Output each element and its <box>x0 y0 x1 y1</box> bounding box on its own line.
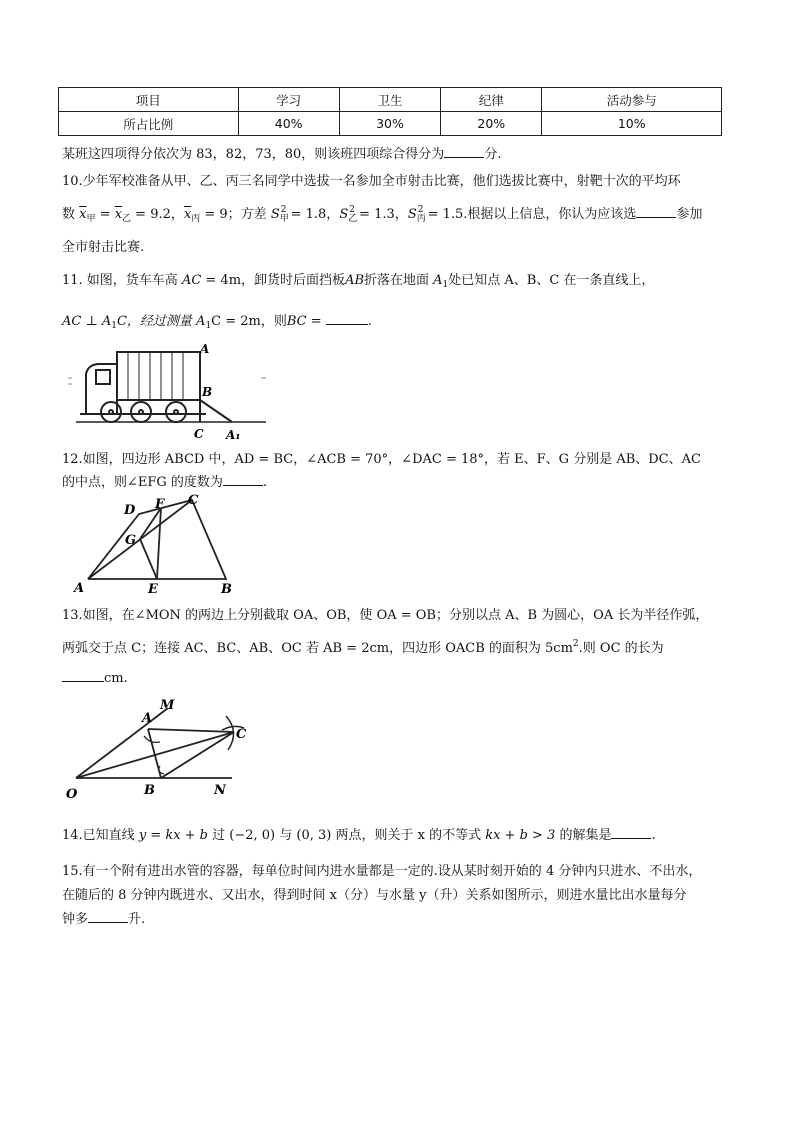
score-weight-table <box>58 87 722 136</box>
truck-figure <box>66 338 272 444</box>
figure-label: M <box>160 698 175 713</box>
figure-label: E <box>148 582 158 597</box>
table-header-cell: 活动参与 <box>542 88 722 112</box>
table-header-cell: 卫生 <box>339 88 440 112</box>
q12-line2: 的中点，则∠EFG 的度数为 . <box>62 475 268 490</box>
table-header-cell: 学习 <box>238 88 339 112</box>
table-cell: 40% <box>238 112 339 136</box>
figure-label: B <box>202 385 213 399</box>
q9-text: 某班这四项得分依次为 83，82，73，80，则该班四项综合得分为 分. <box>62 147 502 162</box>
q15-line3: 钟多 升. <box>62 912 146 927</box>
figure-label: A₁ <box>226 428 241 442</box>
table-cell: 30% <box>339 112 440 136</box>
q15-line1: 15.有一个附有进出水管的容器，每单位时间内进水量都是一定的.设从某时刻开始的 4 分钟内只进水、不出水， <box>62 864 702 879</box>
q15-line2: 在随后的 8 分钟内既进水、又出水，得到时间 x（分）与水量 y（升）关系如图所示，则进水量比出水量每分 <box>62 888 687 903</box>
q12-line1: 12.如图，四边形 ABCD 中，AD = BC，∠ACB = 70°，∠DAC = 18°，若 E、F、G 分别是 AB、DC、AC <box>62 452 701 467</box>
q11-line1: 11. 如图，货车车高 AC = 4m，卸货时后面挡板AB折落在地面 $A_1$处已知点 A、B、C 在一条直线上， <box>62 273 655 290</box>
table-header-cell: 项目 <box>59 88 239 112</box>
q13-line1: 13.如图，在∠MON 的两边上分别截取 OA、OB，使 OA = OB；分别以点 A、B 为圆心，OA 长为半径作弧， <box>62 608 709 623</box>
answer-blank <box>88 910 128 923</box>
figure-label: B <box>221 582 232 597</box>
figure-label: O <box>66 787 78 802</box>
answer-blank <box>611 826 651 839</box>
figure-label: A <box>200 342 210 356</box>
q13-line2: 两弧交于点 C；连接 AC、BC、AB、OC 若 AB = 2cm，四边形 OACB 的面积为 $5cm^2$.则 OC 的长为 <box>62 639 664 656</box>
q10-line3: 全市射击比赛. <box>62 240 145 255</box>
table-header-cell: 纪律 <box>441 88 542 112</box>
answer-blank <box>636 205 676 218</box>
figure-label: N <box>214 783 226 798</box>
q14-text: 14.已知直线 y = kx + b 过 (−2, 0) 与 (0, 3) 两点，则关于 x 的不等式 kx + b > 3 的解集是 . <box>62 828 656 843</box>
figure-label: F <box>155 497 165 512</box>
answer-blank <box>223 473 263 486</box>
figure-label: A <box>142 711 153 726</box>
answer-blank <box>326 312 368 325</box>
q13-line3: cm. <box>62 669 128 686</box>
table-cell: 10% <box>542 112 722 136</box>
q11-line2: AC ⊥ $A_1C$，经过测量 $A_1C = 2m$，则BC = . <box>62 314 372 331</box>
table-row <box>59 112 722 136</box>
table-row-label: 所占比例 <box>59 112 239 136</box>
q10-line1: 10.少年军校准备从甲、乙、丙三名同学中选拔一名参加全市射击比赛，他们选拔比赛中，射靶十次的平均环 <box>62 174 681 189</box>
figure-label: D <box>124 503 136 518</box>
angle-construction-drawing <box>76 708 244 778</box>
answer-blank <box>62 669 104 682</box>
figure-label: G <box>125 533 137 548</box>
figure-label: B <box>144 783 155 798</box>
figure-label: C <box>194 427 204 441</box>
truck-drawing <box>76 352 266 422</box>
figure-label: C <box>236 727 247 742</box>
q10-line2: 数 $\overline{x}_甲 = \overline{x}_乙 = 9.2$，$\overline{x}_丙 = 9$；方差 $S_甲^2 = 1.8$，$S_乙^2 = 1.3$，$S_丙^2 = 1.5$.根据以上信息，你认为应该选 参加 <box>62 205 703 224</box>
angle-construction-figure <box>64 696 264 806</box>
figure-label: A <box>74 581 85 596</box>
table-cell: 20% <box>441 112 542 136</box>
figure-label: C <box>188 493 199 508</box>
answer-blank <box>444 145 484 158</box>
table-header-row <box>59 88 722 112</box>
quadrilateral-figure <box>66 492 246 598</box>
